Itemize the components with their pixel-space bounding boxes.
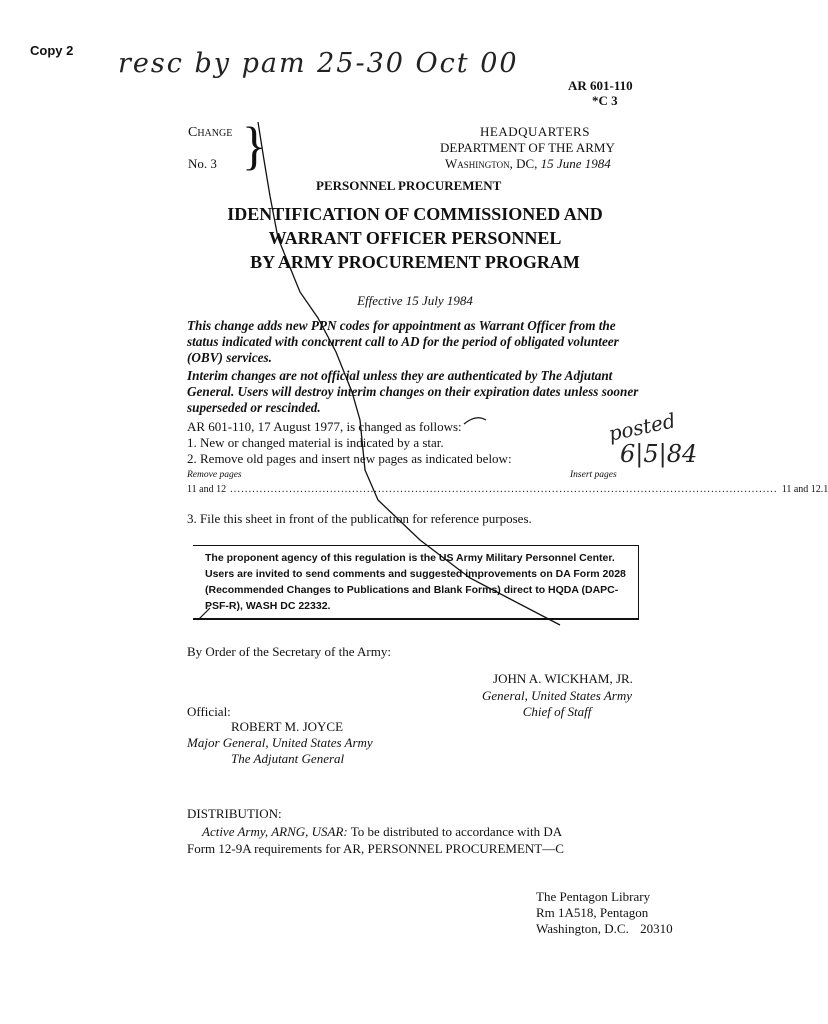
title-line-1: IDENTIFICATION OF COMMISSIONED AND (227, 204, 603, 224)
insert-pages-header: Insert pages (570, 470, 617, 480)
change-summary: This change adds new PPN codes for appointment as Warrant Officer from the status indicated with concurrent call to AD for the period of obligated volunteer (OBV) services. (187, 318, 619, 365)
copy-label: Copy 2 (30, 43, 74, 58)
change-code: *C 3 (592, 93, 618, 108)
hq-date: 15 June 1984 (540, 156, 611, 171)
proponent-notice: The proponent agency of this regulation is the US Army Military Personnel Center. Users are invited to send comments and suggested improvements on DA Form 2028 (Recommended Changes to Publications and Blank Forms) direct to HQDA (DAPC-PSF-R), WASH DC 22332. (205, 552, 626, 612)
distribution-rest: To be distributed to accordance with DA (350, 824, 563, 839)
ag-name: ROBERT M. JOYCE (231, 719, 344, 734)
title-line-2: WARRANT OFFICER PERSONNEL (268, 228, 562, 248)
library-stamp-line-1: The Pentagon Library (536, 889, 651, 904)
ag-rank: Major General, United States Army (187, 735, 373, 750)
hq-location: Washington, DC, (445, 156, 538, 171)
change-label: Change (188, 125, 233, 140)
rescission-note: resc by pam 25-30 Oct 00 (118, 48, 519, 79)
distribution-heading: DISTRIBUTION: (187, 806, 282, 821)
posted-date: 6|5|84 (620, 440, 698, 468)
effective-date: Effective 15 July 1984 (357, 293, 473, 308)
official-label: Official: (187, 704, 231, 719)
library-city: Washington, D.C. (536, 921, 629, 936)
library-stamp-line-2: Rm 1A518, Pentagon (536, 905, 649, 920)
distribution-line-2: Form 12-9A requirements for AR, PERSONNEL PROCUREMENT—C (187, 841, 564, 856)
category-title: PERSONNEL PROCUREMENT (316, 178, 502, 193)
posted-note: posted (606, 408, 678, 446)
remove-pages: 11 and 12 (187, 484, 227, 495)
chief-name: JOHN A. WICKHAM, JR. (493, 671, 633, 686)
hq-heading: HEADQUARTERS (480, 124, 590, 139)
instruction-item-2: 2. Remove old pages and insert new pages as indicated below: (187, 451, 512, 466)
hq-department: DEPARTMENT OF THE ARMY (440, 140, 615, 155)
remove-pages-header: Remove pages (187, 470, 242, 480)
library-zip: 20310 (640, 921, 673, 936)
ag-title: The Adjutant General (231, 751, 345, 766)
chief-rank: General, United States Army (482, 688, 632, 703)
instructions-intro: AR 601-110, 17 August 1977, is changed as follows: (187, 419, 462, 434)
distribution-components: Active Army, ARNG, USAR: (202, 824, 348, 839)
regulation-number: AR 601-110 (568, 78, 633, 93)
leader-dots: .................................................................................................................................................... (230, 484, 778, 495)
change-brace: } (242, 116, 266, 176)
by-order-line: By Order of the Secretary of the Army: (187, 644, 391, 659)
change-number: No. 3 (188, 156, 217, 171)
insert-pages: 11 and 12.1 (781, 484, 828, 495)
interim-notice: Interim changes are not official unless they are authenticated by The Adjutant General. Users will destroy interim changes on their expiration dates unless sooner superseded or rescinded. (187, 368, 639, 415)
chief-title: Chief of Staff (522, 704, 592, 719)
instruction-item-3: 3. File this sheet in front of the publication for reference purposes. (187, 511, 532, 526)
instruction-item-1: 1. New or changed material is indicated by a star. (187, 435, 444, 450)
title-line-3: BY ARMY PROCUREMENT PROGRAM (250, 252, 580, 272)
